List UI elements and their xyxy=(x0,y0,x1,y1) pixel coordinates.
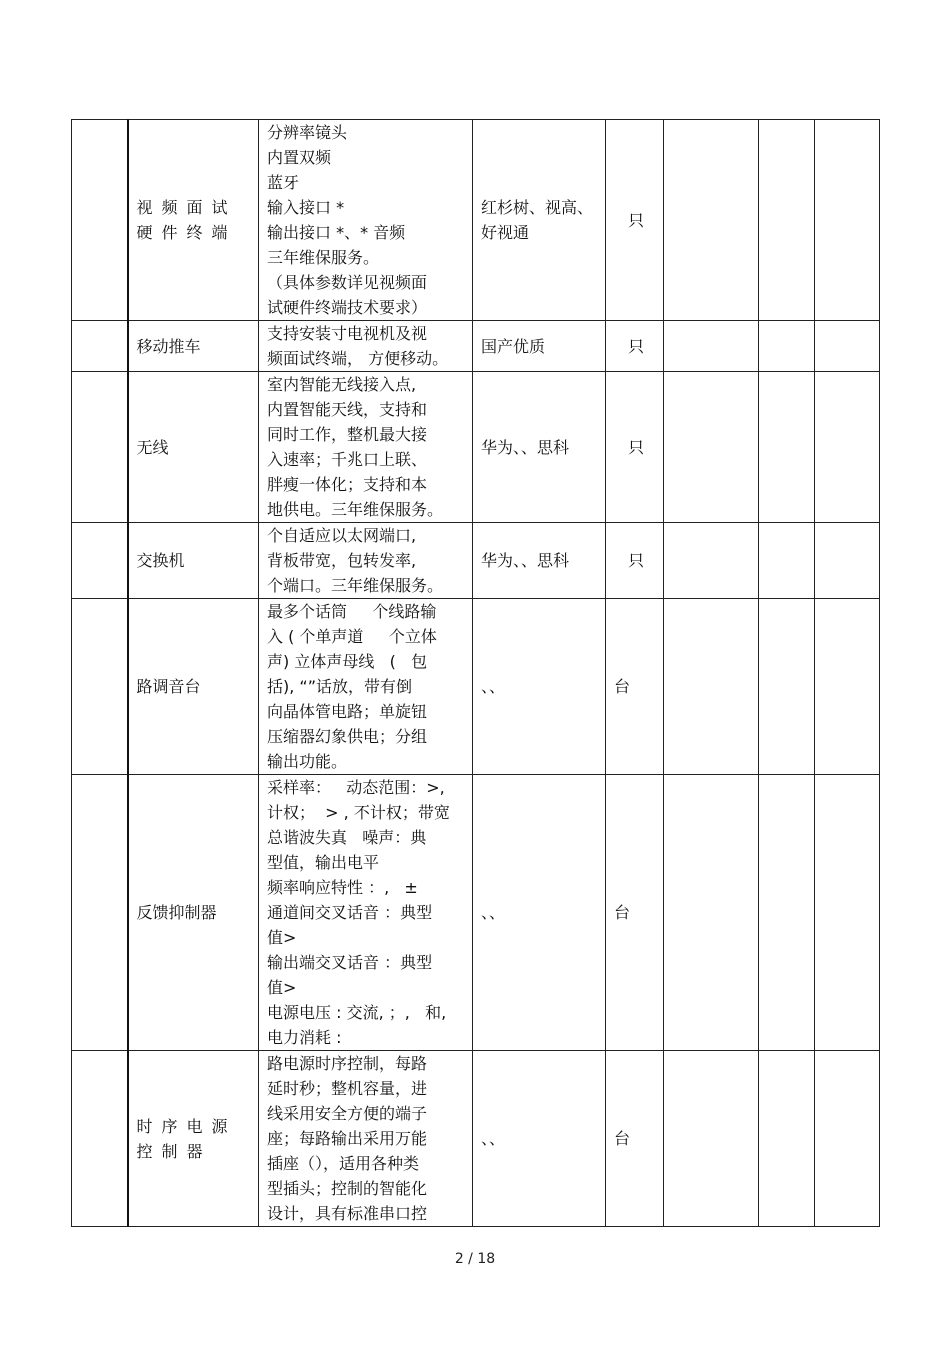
spec-cell xyxy=(259,523,473,599)
spec-line: 采样率： 动态范围：>, xyxy=(267,778,445,797)
empty-cell xyxy=(815,775,880,1051)
table-row xyxy=(72,372,880,523)
empty-cell xyxy=(815,120,880,321)
empty-cell xyxy=(815,599,880,775)
item-name-cell: 时序电源控制器 xyxy=(128,1051,259,1227)
page-number: 2 / 18 xyxy=(454,1251,496,1267)
spec-line: 座；每路输出采用万能 xyxy=(267,1129,428,1148)
empty-cell xyxy=(815,523,880,599)
brand-cell: 、、 xyxy=(473,599,606,775)
brand-cell: 红杉树、视高、好视通 xyxy=(473,120,606,321)
item-name-cell: 无线 xyxy=(128,372,259,523)
empty-cell xyxy=(664,1051,759,1227)
empty-cell xyxy=(664,120,759,321)
brand-cell: 、、 xyxy=(473,775,606,1051)
empty-cell xyxy=(664,523,759,599)
spec-line: 个端口。三年维保服务。 xyxy=(267,576,444,595)
spec-line: 路电源时序控制，每路 xyxy=(267,1054,428,1073)
spec-cell xyxy=(259,775,473,1051)
spec-line: 插座（），适用各种类 xyxy=(267,1154,420,1173)
spec-cell xyxy=(259,1051,473,1227)
unit-cell: 台 xyxy=(606,599,664,775)
unit-cell: 台 xyxy=(606,775,664,1051)
spec-line: 内置双频 xyxy=(267,148,332,167)
table-body xyxy=(72,120,880,1227)
unit-cell: 只 xyxy=(606,120,664,321)
unit-cell: 只 xyxy=(606,372,664,523)
spec-cell xyxy=(259,120,473,321)
equipment-spec-table xyxy=(71,119,880,1227)
spec-line: 三年维保服务。 xyxy=(267,248,380,267)
spec-line: （具体参数详见视频面 xyxy=(267,273,428,292)
empty-cell xyxy=(664,321,759,372)
item-name-cell: 移动推车 xyxy=(128,321,259,372)
empty-cell xyxy=(664,599,759,775)
unit-cell: 只 xyxy=(606,321,664,372)
empty-cell xyxy=(664,372,759,523)
empty-cell xyxy=(815,372,880,523)
table-row xyxy=(72,599,880,775)
empty-cell xyxy=(759,372,815,523)
spec-line: 值> xyxy=(267,978,297,997)
spec-line: 蓝牙 xyxy=(267,173,300,192)
spec-line: 频率响应特性 ：, ± xyxy=(267,878,418,897)
spec-line: 内置智能天线，支持和 xyxy=(267,400,428,419)
item-name-cell: 反馈抑制器 xyxy=(128,775,259,1051)
spec-line: 声) 立体声母线 ( 包 xyxy=(267,652,428,671)
spec-line: 分辨率镜头 xyxy=(267,123,348,142)
spec-line: 输出端交叉话音 ：典型 xyxy=(267,953,433,972)
spec-line: 输出接口 *、* 音频 xyxy=(267,223,406,242)
index-cell xyxy=(72,120,128,321)
index-cell xyxy=(72,321,128,372)
brand-cell: 国产优质 xyxy=(473,321,606,372)
empty-cell xyxy=(759,775,815,1051)
empty-cell xyxy=(759,1051,815,1227)
spec-cell xyxy=(259,372,473,523)
empty-cell xyxy=(759,120,815,321)
spec-line: 电源电压 : 交流, ；, 和, xyxy=(267,1003,447,1022)
spec-line: 延时秒；整机容量，进 xyxy=(267,1079,428,1098)
spec-line: 个自适应以太网端口, xyxy=(267,526,417,545)
index-cell xyxy=(72,775,128,1051)
spec-line: 支持安装寸电视机及视 xyxy=(267,324,428,343)
spec-line: 胖瘦一体化；支持和本 xyxy=(267,475,428,494)
spec-line: 输入接口 * xyxy=(267,198,345,217)
spec-line: 背板带宽，包转发率, xyxy=(267,551,417,570)
spec-line: 电力消耗 : xyxy=(267,1028,342,1047)
spec-line: 通道间交叉话音 ：典型 xyxy=(267,903,433,922)
spec-line: 最多个话筒 个线路输 xyxy=(267,602,437,621)
empty-cell xyxy=(815,321,880,372)
item-name-cell: 视频面试硬件终端 xyxy=(128,120,259,321)
empty-cell xyxy=(759,599,815,775)
brand-cell: 华为、、思科 xyxy=(473,523,606,599)
index-cell xyxy=(72,1051,128,1227)
spec-cell xyxy=(259,321,473,372)
item-name-cell: 路调音台 xyxy=(128,599,259,775)
spec-line: 试硬件终端技术要求） xyxy=(267,298,428,317)
brand-cell: 、、 xyxy=(473,1051,606,1227)
spec-line: 入速率；千兆口上联、 xyxy=(267,450,428,469)
item-name-cell: 交换机 xyxy=(128,523,259,599)
table-row xyxy=(72,523,880,599)
spec-line: 地供电。三年维保服务。 xyxy=(267,500,444,519)
spec-line: 输出功能。 xyxy=(267,752,348,771)
spec-line: 向晶体管电路；单旋钮 xyxy=(267,702,428,721)
spec-line: 入 ( 个单声道 个立体 xyxy=(267,627,437,646)
empty-cell xyxy=(815,1051,880,1227)
table-row xyxy=(72,120,880,321)
unit-cell: 只 xyxy=(606,523,664,599)
spec-line: 总谐波失真 噪声：典 xyxy=(267,828,427,847)
spec-cell xyxy=(259,599,473,775)
spec-line: 频面试终端， 方便移动。 xyxy=(267,349,449,368)
index-cell xyxy=(72,523,128,599)
empty-cell xyxy=(664,775,759,1051)
spec-line: 型插头；控制的智能化 xyxy=(267,1179,428,1198)
table-row xyxy=(72,775,880,1051)
table-row xyxy=(72,1051,880,1227)
empty-cell xyxy=(759,523,815,599)
spec-line: 设计，具有标准串口控 xyxy=(267,1204,428,1223)
unit-cell: 台 xyxy=(606,1051,664,1227)
spec-line: 同时工作，整机最大接 xyxy=(267,425,428,444)
index-cell xyxy=(72,372,128,523)
spec-line: 室内智能无线接入点, xyxy=(267,375,417,394)
spec-line: 型值，输出电平 xyxy=(267,853,380,872)
index-cell xyxy=(72,599,128,775)
table-row xyxy=(72,321,880,372)
spec-line: 线采用安全方便的端子 xyxy=(267,1104,428,1123)
empty-cell xyxy=(759,321,815,372)
spec-line: 括), “”话放，带有倒 xyxy=(267,677,412,696)
spec-line: 压缩器幻象供电；分组 xyxy=(267,727,428,746)
spec-line: 计权； > , 不计权；带宽 xyxy=(267,803,450,822)
brand-cell: 华为、、思科 xyxy=(473,372,606,523)
spec-line: 值> xyxy=(267,928,297,947)
